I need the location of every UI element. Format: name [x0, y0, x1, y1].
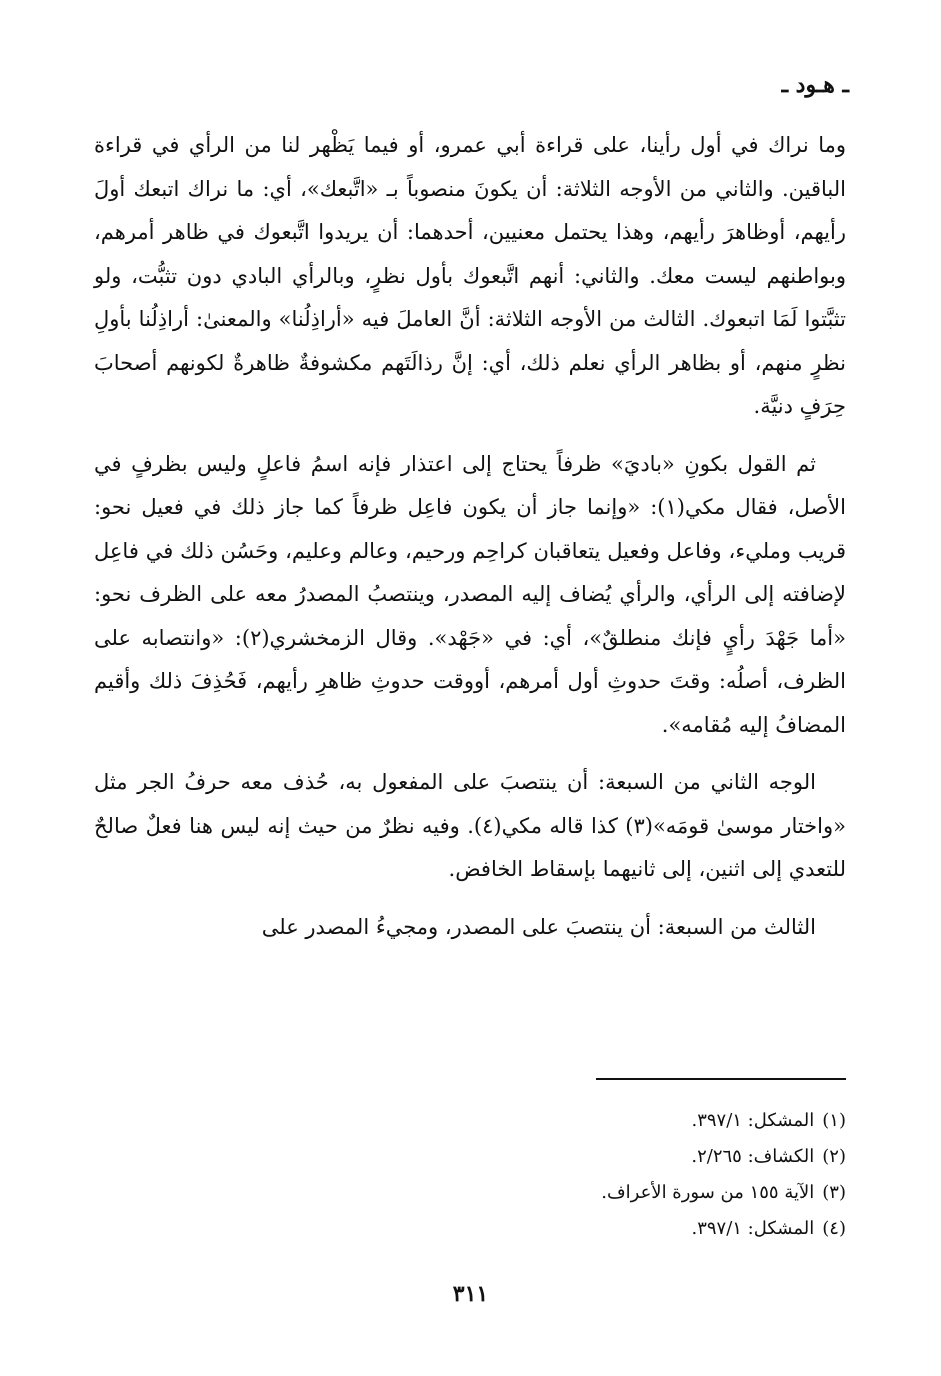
footnote-number: (١): [822, 1110, 846, 1131]
footnote-item: [246, 1103, 846, 1139]
footnote-item: [246, 1175, 846, 1211]
footnote-text: الكشاف: ٢/٢٦٥.: [691, 1146, 815, 1167]
footnote-item: [246, 1139, 846, 1175]
footnotes-list: [246, 1103, 846, 1247]
body-text: [94, 124, 846, 949]
footnote-text: المشكل: ٣٩٧/١.: [691, 1110, 815, 1131]
footnote-text: الآية ١٥٥ من سورة الأعراف.: [601, 1182, 815, 1203]
paragraph-4: الثالث من السبعة: أن ينتصبَ على المصدر، ومجيءُ المصدر على: [261, 914, 816, 939]
paragraph-2: ثم القول بكونِ «باديَ» ظرفاً يحتاج إلى اعتذار فإنه اسمُ فاعلٍ وليس بظرفٍ في الأصل، فقال مكي(١): «وإنما جاز أن يكون فاعِل ظرفاً كما جاز ذلك في فعيل نحو: قريب ومليء، وفاعل وفعيل يتعاقبان كراحِم ورحيم، وعالم وعليم، وحَسُن ذلك في فاعِل لإضافته إلى الرأي، والرأي يُضاف إليه المصدر، وينتصبُ المصدرُ معه على الظرف نحو: «أما جَهْدَ رأيٍ فإنك منطلقٌ»، أي: في «جَهْد». وقال الزمخشري(٢): «وانتصابه على الظرف، أصلُه: وقتَ حدوثِ أول أمرهم، أووقت حدوثِ ظاهرِ رأيهم، فَحُذِفَ ذلك وأقيم المضافُ إليه مُقامه».: [94, 451, 846, 737]
footnote-text: المشكل: ٣٩٧/١.: [691, 1218, 815, 1239]
footnote-number: (٢): [822, 1146, 846, 1167]
footnote-item: [246, 1211, 846, 1247]
footnote-separator: [596, 1078, 846, 1080]
paragraph-3: الوجه الثاني من السبعة: أن ينتصبَ على المفعول به، حُذف معه حرفُ الجر مثل «واختار موسىٰ قومَه»(٣) كذا قاله مكي(٤). وفيه نظرٌ من حيث إنه ليس هنا فعلٌ صالحٌ للتعدي إلى اثنين، إلى ثانيهما بإسقاط الخافض.: [94, 770, 846, 881]
page-number: ٣١١: [452, 1281, 489, 1307]
paragraph-1: وما نراك في أول رأينا، على قراءة أبي عمرو، أو فيما يَظْهر لنا من الرأي في قراءة الباقين. والثاني من الأوجه الثلاثة: أن يكونَ منصوباً بـ «اتَّبعك»، أي: ما نراك اتبعك أولَ رأيهم، أوظاهرَ رأيهم، وهذا يحتمل معنيين، أحدهما: أن يريدوا اتَّبعوك في ظاهر أمرهم، وبواطنهم ليست معك. والثاني: أنهم اتَّبعوك بأول نظرٍ، وبالرأي البادي دون تثبُّت، ولو تثبَّتوا لَمَا اتبعوك. الثالث من الأوجه الثلاثة: أنَّ العاملَ فيه «أراذِلُنا» والمعنىٰ: أراذِلُنا بأولِ نظرٍ منهم، أو بظاهر الرأي نعلم ذلك، أي: إنَّ رذالَتَهم مكشوفةٌ ظاهرةٌ لكونهم أصحابَ حِرَفٍ دنيَّة.: [94, 133, 846, 418]
footnote-number: (٣): [822, 1182, 846, 1203]
footnote-number: (٤): [822, 1218, 846, 1239]
running-header: ـ هـود ـ: [781, 72, 849, 98]
